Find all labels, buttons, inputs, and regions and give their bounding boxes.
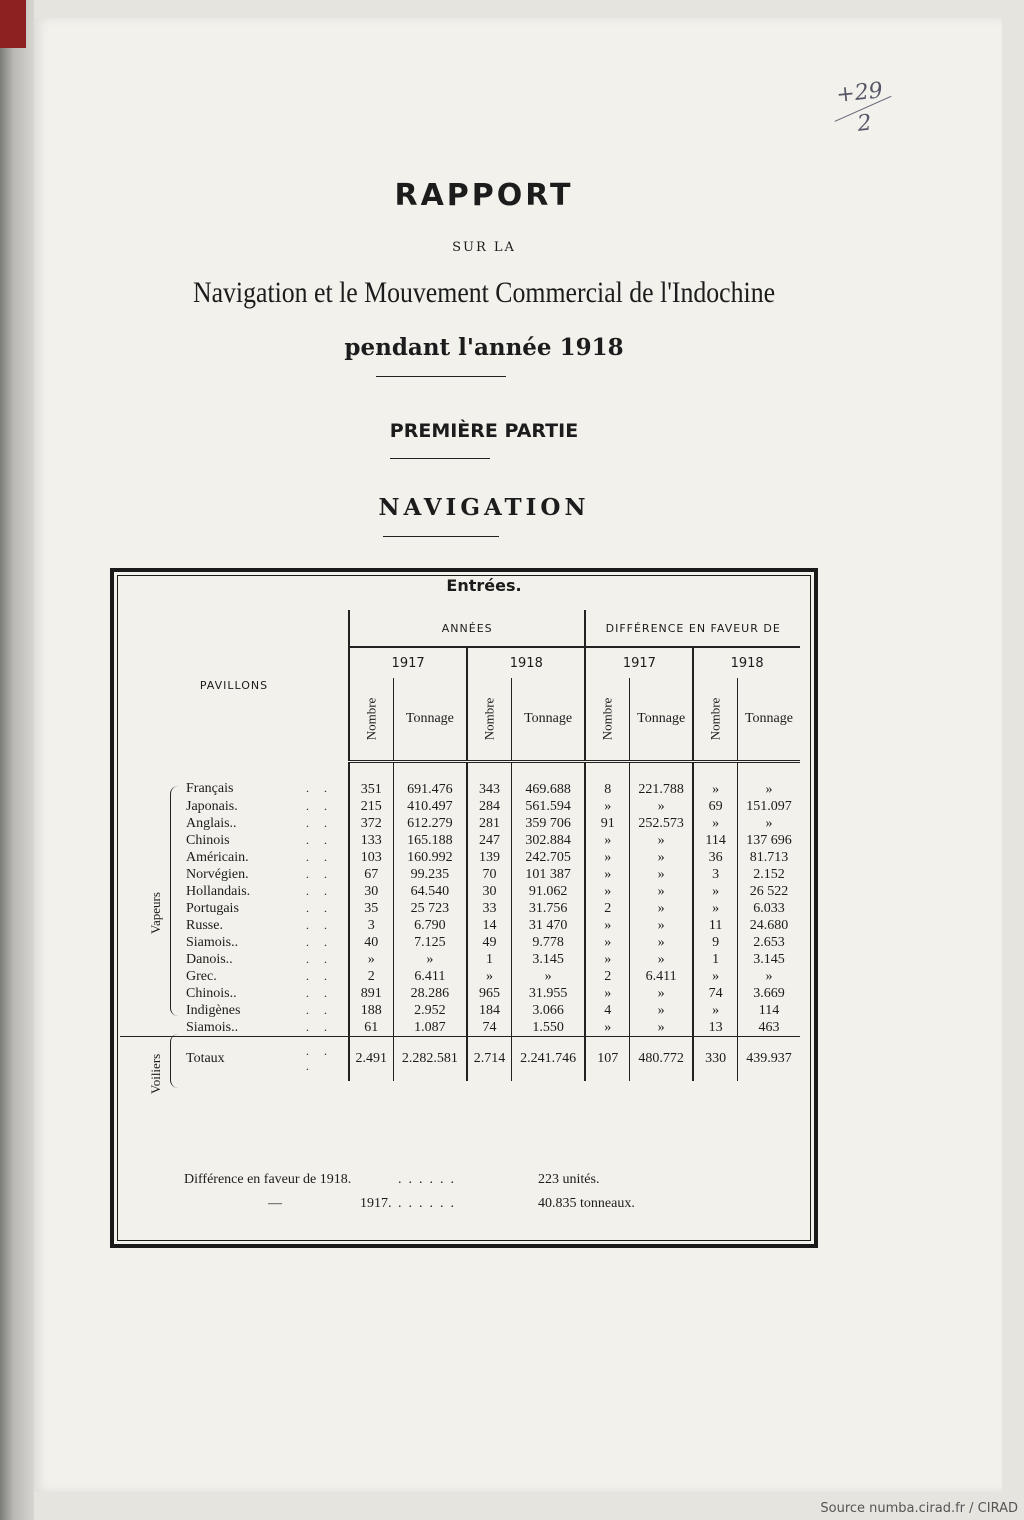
cell-dn18: » — [693, 968, 737, 985]
cell-dt18: 24.680 — [737, 917, 800, 934]
pavillon-name: Siamois.. — [186, 934, 239, 950]
leader-dots: . . — [306, 969, 333, 983]
cell-dt17: » — [630, 1019, 694, 1037]
cell-dn18: 13 — [693, 1019, 737, 1037]
table-row — [120, 815, 800, 832]
cell-dn17: » — [585, 917, 629, 934]
cell-dt18: 137 696 — [737, 832, 800, 849]
cell-n17: 67 — [349, 866, 393, 883]
cell-dt18: 2.653 — [737, 934, 800, 951]
cell-n17: 188 — [349, 1002, 393, 1019]
cell-dn17: » — [585, 866, 629, 883]
cell-dt18: » — [737, 815, 800, 832]
cell-dn17: 2 — [585, 968, 629, 985]
cell-n18: 33 — [467, 900, 511, 917]
cell-t17: 410.497 — [393, 798, 467, 815]
cell-dn17: 107 — [585, 1037, 629, 1082]
leader-dots: . . — [306, 935, 333, 949]
cell-t17: 99.235 — [393, 866, 467, 883]
cell-dt18: 3.145 — [737, 951, 800, 968]
pavillon-name: Indigènes — [186, 1002, 241, 1018]
doc-period: pendant l'année 1918 — [344, 334, 624, 361]
table-body — [120, 762, 800, 1082]
cell-n17: 891 — [349, 985, 393, 1002]
source-credit: Source numba.cirad.fr / CIRAD — [820, 1501, 1018, 1516]
cell-t18: 469.688 — [511, 762, 585, 799]
table-row — [120, 762, 800, 799]
cell-n18: 139 — [467, 849, 511, 866]
cell-dn18: » — [693, 1002, 737, 1019]
cell-t18: 91.062 — [511, 883, 585, 900]
cell-dt17: 221.788 — [630, 762, 694, 799]
totals-row — [120, 1037, 800, 1082]
cell-dn18: » — [693, 883, 737, 900]
cell-t17: » — [393, 951, 467, 968]
footer-dots: ...... — [398, 1196, 461, 1211]
cell-n18: 281 — [467, 815, 511, 832]
entries-table — [120, 610, 800, 1081]
cell-t17: 160.992 — [393, 849, 467, 866]
leader-dots: . . — [306, 799, 333, 813]
pavillon-name: Norvégien. — [186, 866, 249, 882]
header-nombre: Nombre — [585, 678, 629, 762]
group-label-vapeurs: Vapeurs — [148, 892, 163, 934]
totals-label: Totaux — [120, 1037, 306, 1082]
header-diff-year-1917: 1917 — [585, 647, 693, 678]
cell-t17: 165.188 — [393, 832, 467, 849]
cell-dn17: 2 — [585, 900, 629, 917]
table-row — [120, 1002, 800, 1019]
footer-year-1917: 1917. — [360, 1196, 392, 1211]
leader-dots: . . — [306, 816, 333, 830]
scan-binding-edge — [0, 0, 34, 1520]
cell-t18: 242.705 — [511, 849, 585, 866]
cell-dt17: » — [630, 985, 694, 1002]
cell-dn17: 4 — [585, 1002, 629, 1019]
cell-t17: 691.476 — [393, 762, 467, 799]
cell-dt17: » — [630, 798, 694, 815]
cell-t17: 2.282.581 — [393, 1037, 467, 1082]
leader-dots: . . — [306, 918, 333, 932]
table-row — [120, 849, 800, 866]
cell-n17: 61 — [349, 1019, 393, 1037]
table-row — [120, 1019, 800, 1037]
table-row — [120, 934, 800, 951]
pavillon-name: Portugais — [186, 900, 239, 916]
cell-n17: 133 — [349, 832, 393, 849]
cell-dt17: » — [630, 866, 694, 883]
cell-dn18: » — [693, 900, 737, 917]
cell-dt17: » — [630, 951, 694, 968]
cell-t18: 2.241.746 — [511, 1037, 585, 1082]
table-row — [120, 951, 800, 968]
cell-dt17: » — [630, 934, 694, 951]
cell-t18: 3.066 — [511, 1002, 585, 1019]
table-row — [120, 985, 800, 1002]
cell-n18: 30 — [467, 883, 511, 900]
cell-t18: 1.550 — [511, 1019, 585, 1037]
cell-dn17: » — [585, 832, 629, 849]
leader-dots: . . . — [306, 1037, 349, 1082]
cell-n17: 103 — [349, 849, 393, 866]
handwritten-note — [835, 77, 897, 140]
footer-dash: — — [268, 1196, 282, 1211]
cell-n18: 49 — [467, 934, 511, 951]
cell-dn17: » — [585, 849, 629, 866]
cell-dn18: 330 — [693, 1037, 737, 1082]
group-label-voiliers: Voiliers — [148, 1053, 163, 1094]
cell-dt18: 81.713 — [737, 849, 800, 866]
cell-dn17: 8 — [585, 762, 629, 799]
cell-dt18: 463 — [737, 1019, 800, 1037]
cell-dt18: 6.033 — [737, 900, 800, 917]
pavillon-name: Siamois.. — [186, 1019, 239, 1035]
cell-dn18: 3 — [693, 866, 737, 883]
doc-main-title: Navigation et le Mouvement Commercial de l'Indochine — [192, 276, 776, 309]
cell-dt17: » — [630, 900, 694, 917]
cell-n18: 70 — [467, 866, 511, 883]
cell-dt18: 439.937 — [737, 1037, 800, 1082]
header-tonnage: Tonnage — [630, 678, 694, 762]
cell-dn17: 91 — [585, 815, 629, 832]
pavillon-name: Grec. — [186, 968, 217, 984]
cell-t18: 302.884 — [511, 832, 585, 849]
cell-dt18: 26 522 — [737, 883, 800, 900]
cell-dn17: » — [585, 985, 629, 1002]
cell-t18: 101 387 — [511, 866, 585, 883]
header-tonnage: Tonnage — [393, 678, 467, 762]
cell-dt18: » — [737, 968, 800, 985]
footer-dots: ...... — [398, 1172, 461, 1187]
cell-dt17: 252.573 — [630, 815, 694, 832]
leader-dots: . . — [306, 884, 333, 898]
cell-n17: 215 — [349, 798, 393, 815]
footer-value-tonnage: 40.835 tonneaux. — [538, 1196, 635, 1211]
header-year-1917: 1917 — [349, 647, 467, 678]
pavillon-name: Hollandais. — [186, 883, 251, 899]
cell-dn17: » — [585, 934, 629, 951]
cell-n17: » — [349, 951, 393, 968]
cell-n18: 14 — [467, 917, 511, 934]
header-tonnage: Tonnage — [511, 678, 585, 762]
cell-dt17: 6.411 — [630, 968, 694, 985]
cell-dn18: 9 — [693, 934, 737, 951]
leader-dots: . . — [306, 1003, 333, 1017]
cell-dt18: 151.097 — [737, 798, 800, 815]
cell-t17: 28.286 — [393, 985, 467, 1002]
header-difference: DIFFÉRENCE EN FAVEUR DE — [585, 610, 800, 647]
cell-dt18: 3.669 — [737, 985, 800, 1002]
cell-n18: 2.714 — [467, 1037, 511, 1082]
cell-n17: 35 — [349, 900, 393, 917]
cell-t17: 25 723 — [393, 900, 467, 917]
cell-t17: 64.540 — [393, 883, 467, 900]
cell-t17: 2.952 — [393, 1002, 467, 1019]
cell-n18: 247 — [467, 832, 511, 849]
table-row — [120, 900, 800, 917]
table-row — [120, 798, 800, 815]
cell-t17: 1.087 — [393, 1019, 467, 1037]
table-row — [120, 968, 800, 985]
cell-dn17: » — [585, 951, 629, 968]
brace-voiliers — [170, 1034, 179, 1088]
cell-t18: 31.955 — [511, 985, 585, 1002]
pavillon-name: Russe. — [186, 917, 223, 933]
cell-t18: » — [511, 968, 585, 985]
leader-dots: . . — [306, 1020, 333, 1034]
leader-dots: . . — [306, 952, 333, 966]
pavillon-name: Chinois.. — [186, 985, 237, 1001]
cell-t17: 6.411 — [393, 968, 467, 985]
cell-dt17: » — [630, 849, 694, 866]
cell-t18: 359 706 — [511, 815, 585, 832]
header-diff-year-1918: 1918 — [693, 647, 800, 678]
footer-line-2 — [184, 1196, 635, 1212]
cell-dn18: 36 — [693, 849, 737, 866]
leader-dots: . . — [306, 833, 333, 847]
section-heading: NAVIGATION — [378, 494, 590, 521]
doc-subtitle-sur: SUR LA — [452, 240, 516, 255]
table-row — [120, 866, 800, 883]
footer-line-1 — [184, 1172, 599, 1188]
header-nombre: Nombre — [467, 678, 511, 762]
cell-dn17: » — [585, 883, 629, 900]
cell-t18: 561.594 — [511, 798, 585, 815]
footer-label-1918: Différence en faveur de 1918. — [184, 1172, 352, 1187]
cell-n17: 30 — [349, 883, 393, 900]
cell-t18: 31.756 — [511, 900, 585, 917]
header-nombre: Nombre — [349, 678, 393, 762]
cell-n17: 2.491 — [349, 1037, 393, 1082]
cell-dt17: » — [630, 883, 694, 900]
cell-dn18: 1 — [693, 951, 737, 968]
cell-dn18: 11 — [693, 917, 737, 934]
header-annees: ANNÉES — [349, 610, 585, 647]
leader-dots: . . — [306, 901, 333, 915]
cell-n17: 3 — [349, 917, 393, 934]
header-nombre: Nombre — [693, 678, 737, 762]
leader-dots: . . — [306, 867, 333, 881]
pavillon-name: Anglais.. — [186, 815, 237, 831]
leader-dots: . . — [306, 850, 333, 864]
cell-t17: 612.279 — [393, 815, 467, 832]
cell-n17: 2 — [349, 968, 393, 985]
cell-n18: 284 — [467, 798, 511, 815]
cell-dn18: 114 — [693, 832, 737, 849]
cell-dt17: » — [630, 1002, 694, 1019]
table-title: Entrées. — [446, 576, 522, 595]
cell-dt18: » — [737, 762, 800, 799]
header-tonnage: Tonnage — [737, 678, 800, 762]
cell-t17: 6.790 — [393, 917, 467, 934]
pavillon-name: Japonais. — [186, 798, 238, 814]
cell-n17: 372 — [349, 815, 393, 832]
cell-dn17: » — [585, 1019, 629, 1037]
cell-n18: 1 — [467, 951, 511, 968]
cell-t18: 31 470 — [511, 917, 585, 934]
cell-dt17: 480.772 — [630, 1037, 694, 1082]
cell-n18: 343 — [467, 762, 511, 799]
cell-dn18: » — [693, 815, 737, 832]
table-row — [120, 917, 800, 934]
brace-vapeurs — [170, 786, 179, 1016]
leader-dots: . . — [306, 781, 333, 796]
cell-dt18: 2.152 — [737, 866, 800, 883]
table-row — [120, 883, 800, 900]
cell-t17: 7.125 — [393, 934, 467, 951]
cell-n18: 74 — [467, 1019, 511, 1037]
cell-dn18: 74 — [693, 985, 737, 1002]
cell-n18: 965 — [467, 985, 511, 1002]
divider — [390, 458, 490, 459]
pavillon-name: Danois.. — [186, 951, 233, 967]
doc-title: RAPPORT — [394, 178, 574, 213]
cell-dn18: 69 — [693, 798, 737, 815]
header-year-1918: 1918 — [467, 647, 585, 678]
cell-t18: 9.778 — [511, 934, 585, 951]
part-heading: PREMIÈRE PARTIE — [389, 420, 579, 442]
footer-value-units: 223 unités. — [538, 1172, 600, 1187]
pavillon-name: Français — [186, 780, 234, 796]
cell-dt18: 114 — [737, 1002, 800, 1019]
table-row — [120, 832, 800, 849]
cell-n18: 184 — [467, 1002, 511, 1019]
handwritten-subnumber: 2 — [856, 110, 873, 137]
divider — [376, 376, 506, 377]
divider — [383, 536, 499, 537]
pavillon-name: Américain. — [186, 849, 249, 865]
handwritten-number: +29 — [835, 78, 884, 108]
cell-dn18: » — [693, 762, 737, 799]
cell-t18: 3.145 — [511, 951, 585, 968]
cell-dt17: » — [630, 917, 694, 934]
cell-n17: 40 — [349, 934, 393, 951]
cell-dn17: » — [585, 798, 629, 815]
header-pavillons: PAVILLONS — [199, 679, 269, 693]
cell-dt17: » — [630, 832, 694, 849]
cell-n18: » — [467, 968, 511, 985]
pavillon-name: Chinois — [186, 832, 230, 848]
cell-n17: 351 — [349, 762, 393, 799]
leader-dots: . . — [306, 986, 333, 1000]
